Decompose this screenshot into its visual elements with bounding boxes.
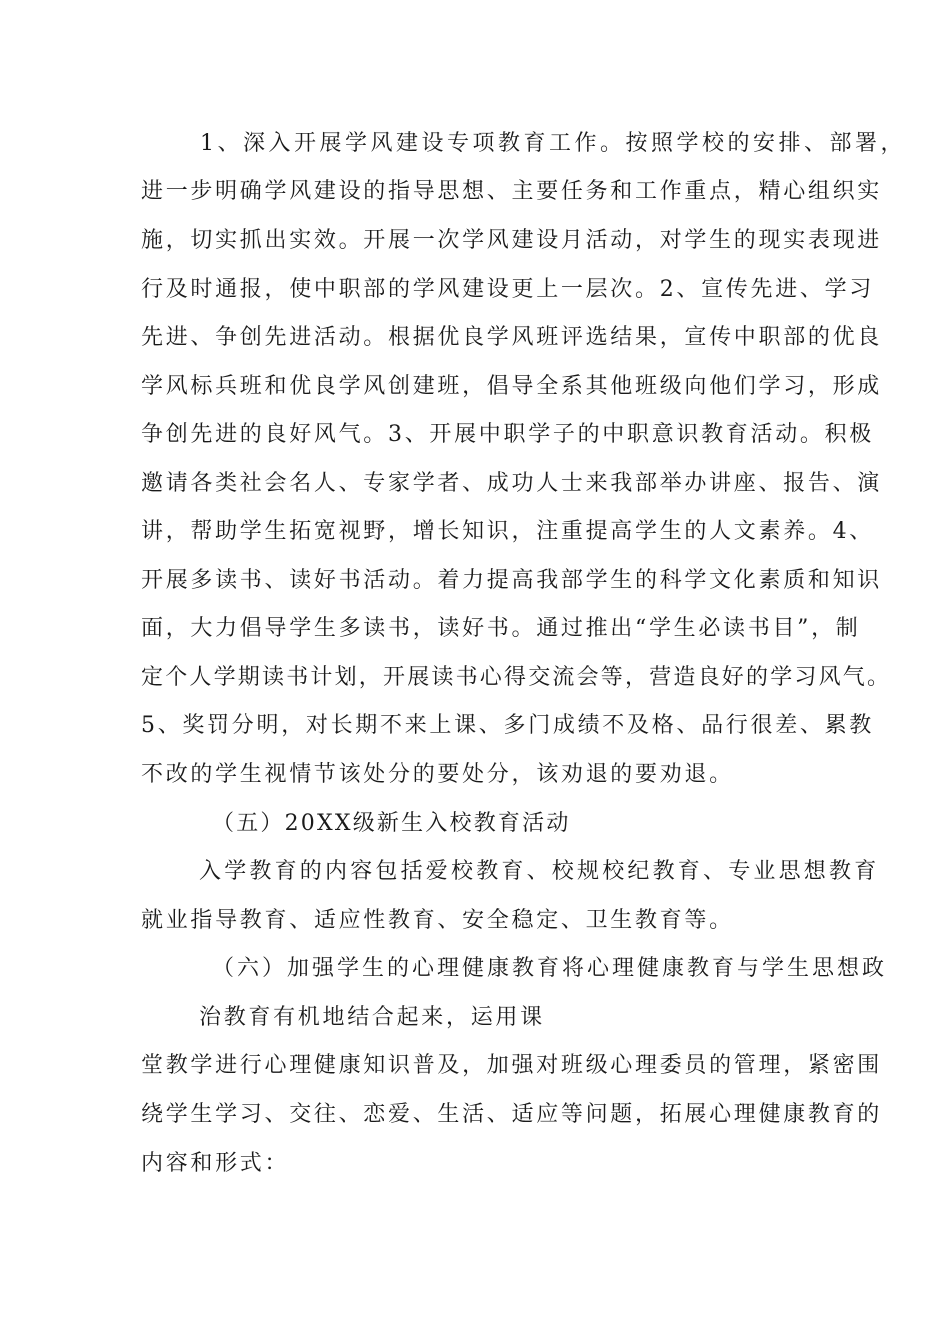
section-heading-6: （六）加强学生的心理健康教育将心理健康教育与学生思想政 — [212, 956, 888, 981]
text-line-5: 先进、争创先进活动。根据优良学风班评选结果，宣传中职部的优良 — [141, 325, 883, 350]
text-line-11: 面，大力倡导学生多读书，读好书。通过推出“学生必读书目”，制 — [141, 616, 861, 641]
text-line-13: 5、奖罚分明，对长期不来上课、多门成绩不及格、品行很差、累教 — [141, 713, 874, 738]
text-line-3: 施，切实抓出实效。开展一次学风建设月活动，对学生的现实表现进 — [141, 228, 883, 253]
text-line-1: 1、深入开展学风建设专项教育工作。按照学校的安排、部署， — [200, 131, 906, 156]
text-line-12: 定个人学期读书计划，开展读书心得交流会等，营造良好的学习风气。 — [141, 665, 892, 690]
text-line-8: 邀请各类社会名人、专家学者、成功人士来我部举办讲座、报告、演 — [141, 471, 883, 496]
text-line-21: 绕学生学习、交往、恋爱、生活、适应等问题，拓展心理健康教育的 — [141, 1102, 883, 1127]
text-line-9: 讲，帮助学生拓宽视野，增长知识，注重提高学生的人文素养。4、 — [141, 519, 874, 544]
text-line-6: 学风标兵班和优良学风创建班，倡导全系其他班级向他们学习，形成 — [141, 374, 883, 399]
text-line-16: 入学教育的内容包括爱校教育、校规校纪教育、专业思想教育 — [199, 859, 880, 884]
section-heading-5: （五）20XX级新生入校教育活动 — [212, 811, 571, 836]
text-line-22: 内容和形式： — [141, 1151, 290, 1176]
text-line-4: 行及时通报，使中职部的学风建设更上一层次。2、宣传先进、学习 — [141, 277, 874, 302]
text-line-20: 堂教学进行心理健康知识普及，加强对班级心理委员的管理，紧密围 — [141, 1053, 883, 1078]
text-line-17: 就业指导教育、适应性教育、安全稳定、卫生教育等。 — [141, 908, 734, 933]
text-line-19: 治教育有机地结合起来，运用课 — [199, 1005, 545, 1030]
text-line-10: 开展多读书、读好书活动。着力提高我部学生的科学文化素质和知识 — [141, 568, 883, 593]
text-line-7: 争创先进的良好风气。3、开展中职学子的中职意识教育活动。积极 — [141, 422, 874, 447]
text-line-2: 进一步明确学风建设的指导思想、主要任务和工作重点，精心组织实 — [141, 179, 883, 204]
text-line-14: 不改的学生视情节该处分的要处分，该劝退的要劝退。 — [141, 762, 734, 787]
